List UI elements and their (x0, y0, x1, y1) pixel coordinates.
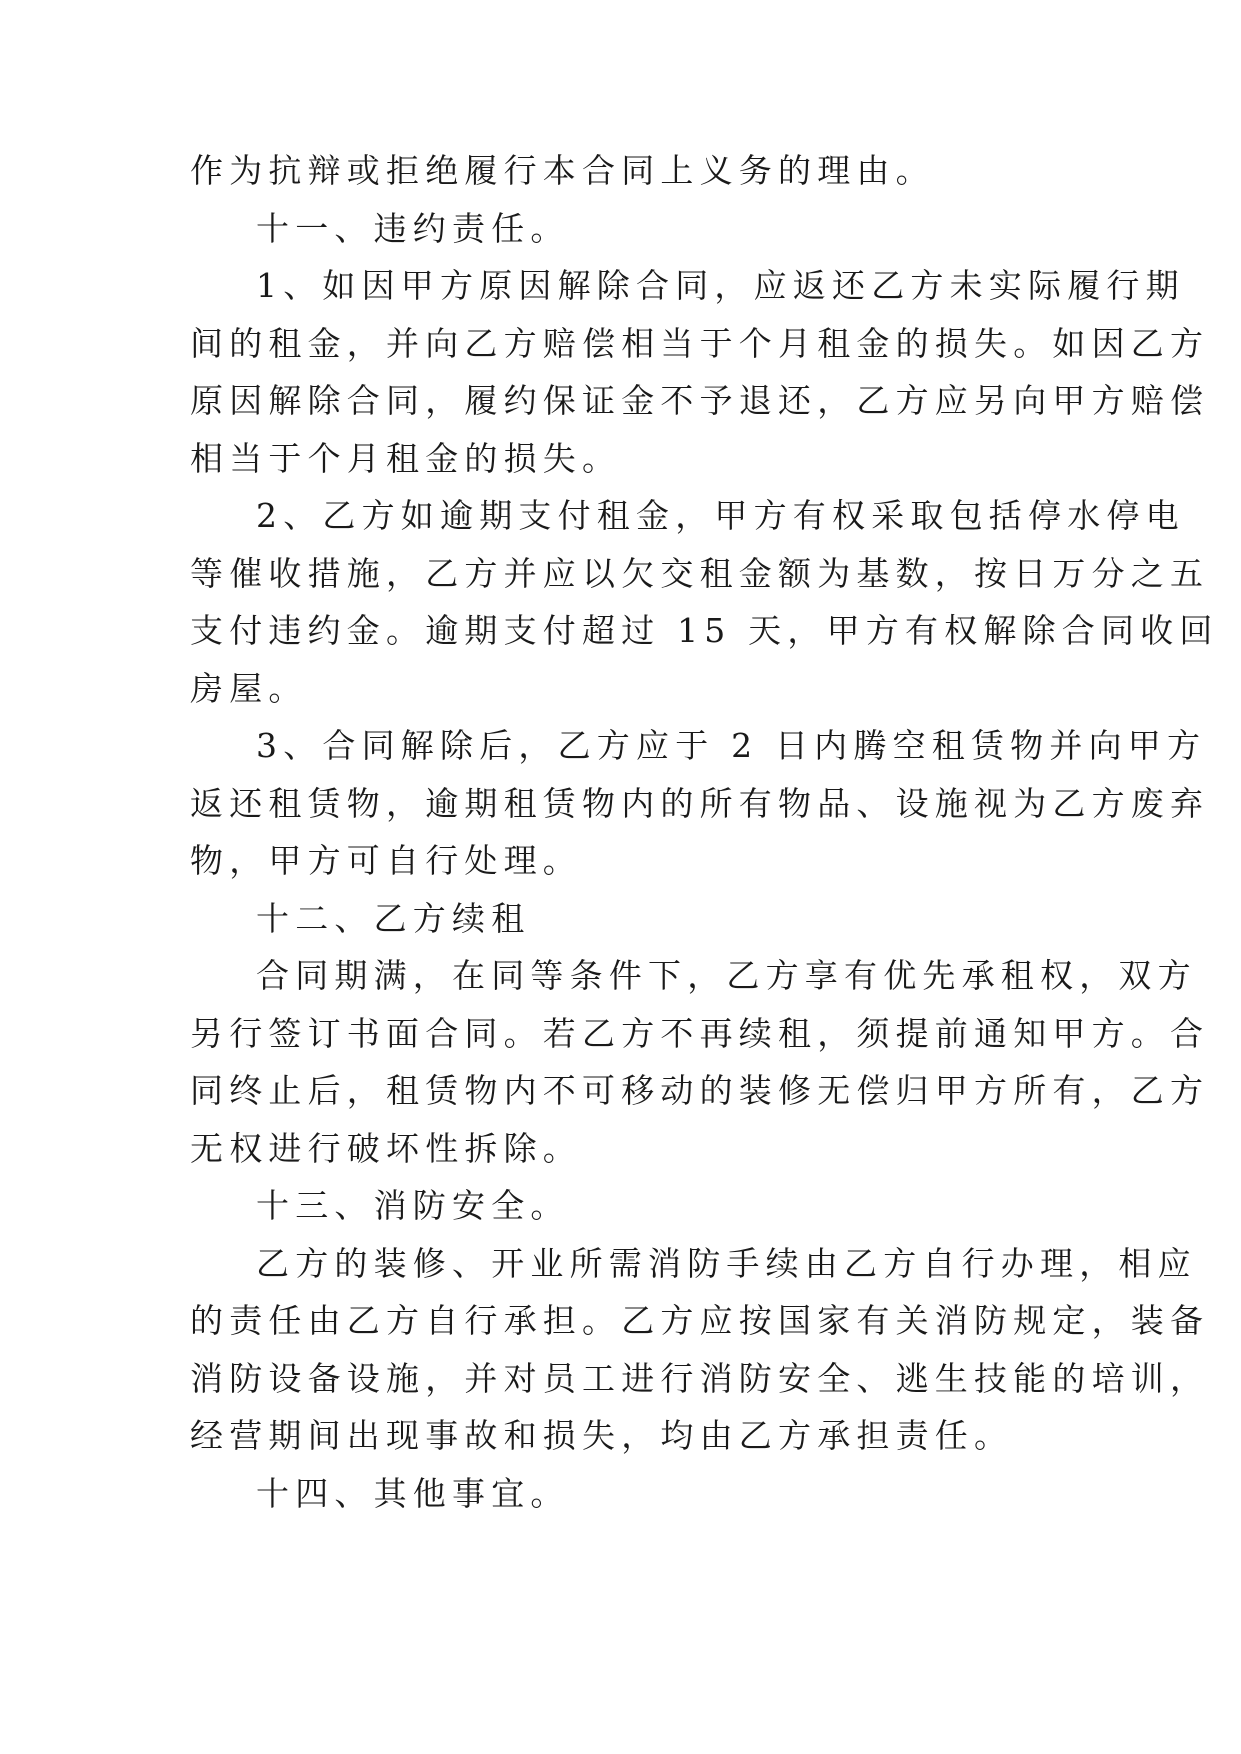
text-line: 1、如因甲方原因解除合同，应返还乙方未实际履行期 (256, 266, 1185, 305)
text-line: 作为抗辩或拒绝履行本合同上义务的理由。 (190, 151, 935, 190)
text-line: 消防设备设施，并对员工进行消防安全、逃生技能的培训， (190, 1358, 1210, 1398)
text-line: 原因解除合同，履约保证金不予退还，乙方应另向甲方赔偿 (190, 381, 1210, 420)
section-heading-breach-liability: 十一、违约责任。 (256, 208, 570, 248)
text-line: 的责任由乙方自行承担。乙方应按国家有关消防规定，装备 (190, 1301, 1210, 1340)
text-line: 另行签订书面合同。若乙方不再续租，须提前通知甲方。合 (190, 1013, 1210, 1053)
text-line: 乙方的装修、开业所需消防手续由乙方自行办理，相应 (256, 1243, 1197, 1283)
text-line: 经营期间出现事故和损失，均由乙方承担责任。 (190, 1416, 1014, 1455)
text-line: 相当于个月租金的损失。 (190, 438, 622, 478)
text-line: 合同期满，在同等条件下，乙方享有优先承租权，双方 (256, 956, 1197, 995)
text-line: 无权进行破坏性拆除。 (190, 1128, 582, 1168)
text-line: 物，甲方可自行处理。 (190, 841, 582, 880)
text-line: 等催收措施，乙方并应以欠交租金额为基数，按日万分之五 (190, 553, 1210, 593)
section-heading-other-matters: 十四、其他事宜。 (256, 1473, 570, 1513)
text-line: 3、合同解除后，乙方应于 2 日内腾空租赁物并向甲方 (256, 726, 1207, 765)
text-line: 间的租金，并向乙方赔偿相当于个月租金的损失。如因乙方 (190, 323, 1210, 363)
document-page (190, 142, 1219, 1522)
text-line: 返还租赁物，逾期租赁物内的所有物品、设施视为乙方废弃 (190, 783, 1210, 823)
text-line: 2、乙方如逾期支付租金，甲方有权采取包括停水停电 (256, 496, 1185, 535)
text-line: 同终止后，租赁物内不可移动的装修无偿归甲方所有，乙方 (190, 1071, 1210, 1110)
text-line: 房屋。 (190, 668, 308, 708)
section-heading-lease-renewal: 十二、乙方续租 (256, 898, 531, 938)
section-heading-fire-safety: 十三、消防安全。 (256, 1186, 570, 1225)
text-line: 支付违约金。逾期支付超过 15 天，甲方有权解除合同收回 (190, 611, 1219, 650)
